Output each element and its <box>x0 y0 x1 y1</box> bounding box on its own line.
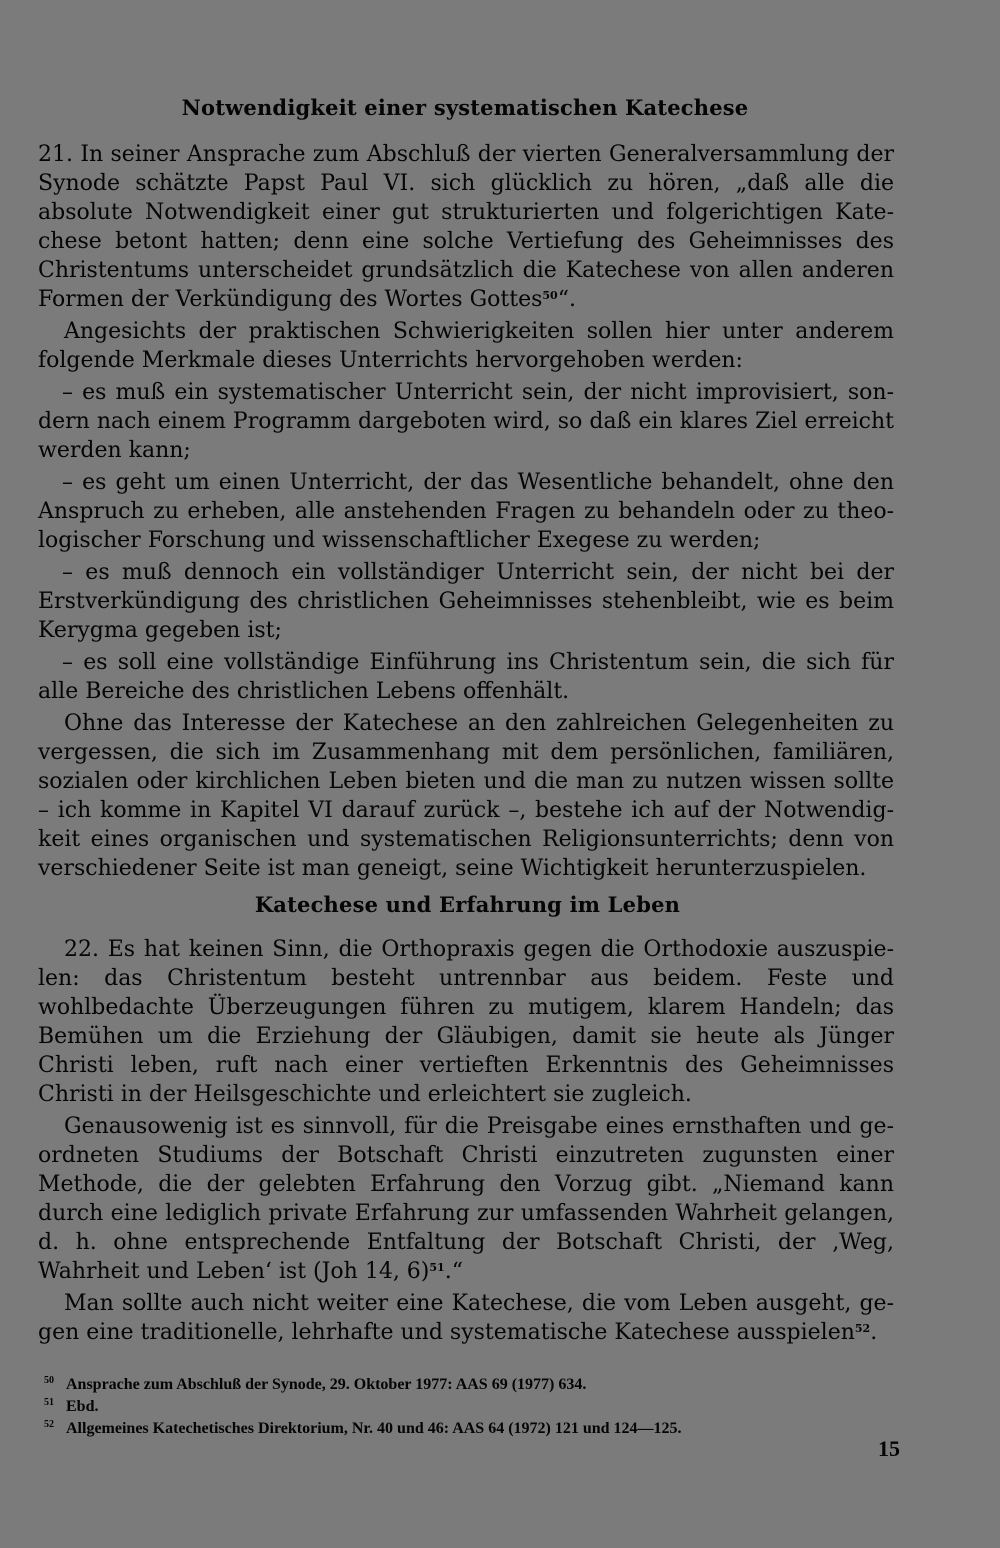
paragraph-text-end: .“ <box>444 1259 463 1284</box>
footnote-ref[interactable]: 50 <box>542 289 558 302</box>
footnote <box>44 1396 924 1418</box>
footnote-number: 50 <box>44 1375 54 1386</box>
footnote-number: 52 <box>44 1419 54 1430</box>
paragraph-text: 21. In seiner Ansprache zum Abschluß der vierten Generalversammlung der Synode schätzte Papst Paul VI. sich glücklich zu hören, „daß alle die absolute Notwendigkeit einer gut strukturierten und folgerichtigen Katechese betont hatten; denn eine solche Vertiefung des Geheimnisses des Christentums unterscheidet grundsätzlich die Katechese von allen anderen Formen der Verkündigung des Wortes Gottes <box>38 142 894 312</box>
paragraph-text-end: “. <box>557 287 576 312</box>
list-item: – es muß dennoch ein vollständiger Unterricht sein, der nicht bei der Erstverkündigung des christlichen Geheimnisses stehenbleibt, wie es beim Kerygma gegeben ist; <box>38 560 894 643</box>
footnote-text: Ansprache zum Abschluß der Synode, 29. Oktober 1977: AAS 69 (1977) 634. <box>66 1376 587 1393</box>
paragraph-text-end: . <box>870 1320 878 1345</box>
paragraph <box>38 1112 894 1286</box>
footnote-ref[interactable]: 52 <box>854 1322 871 1335</box>
footnote-text: Allgemeines Katechetisches Direktorium, Nr. 40 und 46: AAS 64 (1972) 121 und 124—125. <box>66 1420 682 1437</box>
section-heading-1: Notwendigkeit einer systematischen Katechese <box>181 95 749 120</box>
footnote <box>44 1374 924 1396</box>
footnote-text: Ebd. <box>66 1398 99 1415</box>
paragraph-text: Genausowenig ist es sinnvoll, für die Preisgabe eines ernsthaften und geordneten Studiums der Botschaft Christi einzutreten zugunsten einer Methode, die der gelebten Erfahrung den Vorzug gibt. „Niemand kann durch eine lediglich private Erfahrung zur umfassenden Wahrheit gelangen, d. h. ohne entsprechende Entfaltung der Botschaft Christi, der ‚Weg, Wahrheit und Leben‘ ist (Joh 14, 6) <box>38 1114 894 1284</box>
paragraph: Ohne das Interesse der Katechese an den zahlreichen Gelegenheiten zu vergessen, die sich im Zusammenhang mit dem persönlichen, familiären, sozialen oder kirchlichen Leben bieten und die man zu nutzen wissen sollte – ich komme in Kapitel VI darauf zurück –, bestehe ich auf der Notwendigkeit eines organischen und systematischen Religionsunterrichts; denn von verschiedener Seite ist man geneigt, seine Wichtigkeit herunterzuspielen. <box>38 711 894 881</box>
footnote <box>44 1418 924 1440</box>
list-item: – es soll eine vollständige Einführung ins Christentum sein, die sich für alle Bereiche des christlichen Lebens offenhält. <box>38 650 894 704</box>
paragraph <box>38 1289 894 1347</box>
paragraph <box>38 140 894 314</box>
section-body-1 <box>38 140 894 886</box>
footnote-number: 51 <box>44 1397 54 1408</box>
list-item: – es geht um einen Unterricht, der das Wesentliche behandelt, ohne den Anspruch zu erheben, alle anstehenden Fragen zu behandeln oder zu theologischer Forschung und wissenschaftlicher Exegese zu werden; <box>38 470 894 553</box>
paragraph: 22. Es hat keinen Sinn, die Orthopraxis gegen die Orthodoxie auszuspielen: das Christentum besteht untrennbar aus beidem. Feste und wohlbedachte Überzeugungen führen zu mutigem, klarem Handeln; das Bemühen um die Erziehung der Gläubigen, damit sie heute als Jünger Christi leben, ruft nach einer vertieften Erkenntnis des Geheimnisses Christi in der Heilsgeschichte und erleichtert sie zugleich. <box>38 937 894 1107</box>
paragraph-text: Man sollte auch nicht weiter eine Katechese, die vom Leben ausgeht, gegen eine traditionelle, lehrhafte und systematische Katechese ausspielen <box>38 1291 894 1345</box>
section-heading-2: Katechese und Erfahrung im Leben <box>254 892 681 917</box>
footnotes <box>44 1374 924 1440</box>
page-number: 15 <box>878 1436 900 1461</box>
footnote-ref[interactable]: 51 <box>429 1261 445 1274</box>
list-item: – es muß ein systematischer Unterricht sein, der nicht improvisiert, sondern nach einem Programm dargeboten wird, so daß ein klares Ziel erreicht werden kann; <box>38 380 894 463</box>
paragraph: Angesichts der praktischen Schwierigkeiten sollen hier unter anderem folgende Merkmale dieses Unterrichts hervorgehoben werden: <box>38 319 894 373</box>
section-body-2 <box>38 935 894 1350</box>
